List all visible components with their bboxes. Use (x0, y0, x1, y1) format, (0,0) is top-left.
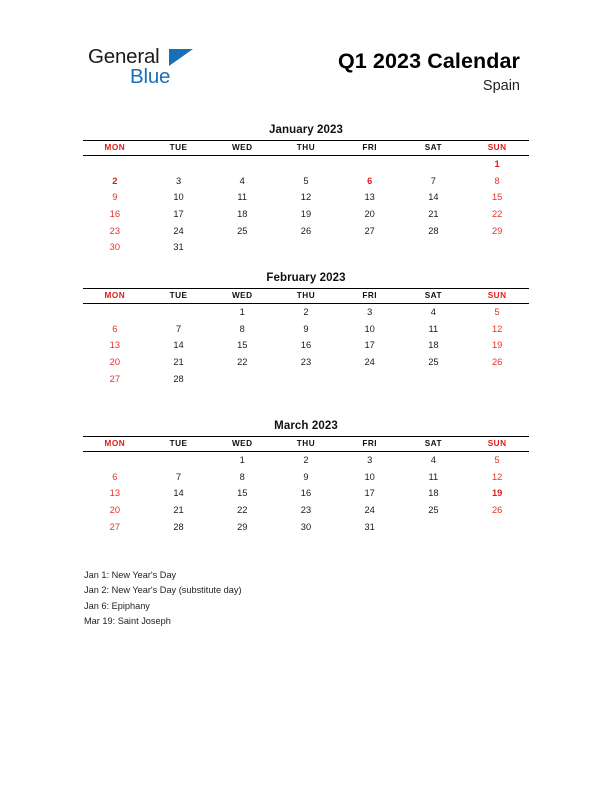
day-cell[interactable]: 11 (428, 323, 439, 334)
day-cell-empty (210, 239, 274, 256)
day-cell[interactable]: 12 (491, 323, 503, 334)
day-cell-empty (402, 156, 466, 173)
day-cell[interactable]: 21 (428, 209, 439, 220)
weekday-header-tue: TUE (147, 141, 211, 156)
day-cell[interactable]: 14 (173, 340, 184, 351)
day-cell-empty (465, 239, 529, 256)
week-row (83, 485, 529, 502)
week-row (83, 239, 529, 256)
month-title: January 2023 (268, 124, 344, 136)
day-cell[interactable]: 20 (109, 357, 121, 368)
day-cell[interactable]: 16 (300, 488, 312, 499)
day-cell[interactable]: 10 (173, 192, 184, 203)
day-cell[interactable]: 14 (428, 192, 439, 203)
day-cell[interactable]: 28 (173, 373, 184, 384)
day-cell[interactable]: 13 (364, 192, 375, 203)
page-subtitle-country: Spain (482, 78, 520, 94)
day-cell[interactable]: 23 (109, 225, 121, 236)
day-cell[interactable]: 1 (239, 307, 245, 318)
day-cell[interactable]: 27 (109, 521, 121, 532)
week-row (83, 502, 529, 519)
day-cell[interactable]: 27 (109, 373, 121, 384)
week-row (83, 222, 529, 239)
day-cell-empty (465, 370, 529, 387)
day-cell[interactable]: 6 (367, 175, 373, 186)
day-cell[interactable]: 12 (491, 471, 503, 482)
day-cell[interactable]: 31 (173, 242, 184, 253)
day-cell[interactable]: 11 (237, 192, 248, 203)
week-row (83, 370, 529, 387)
weekday-header-mon: MON (83, 437, 147, 452)
week-row (83, 156, 529, 173)
weekday-header-wed: WED (210, 141, 274, 156)
day-cell[interactable]: 9 (303, 471, 309, 482)
day-cell[interactable]: 15 (237, 488, 248, 499)
day-cell-empty (83, 304, 147, 321)
day-cell-empty (402, 518, 466, 535)
day-cell[interactable]: 19 (491, 488, 503, 499)
weekday-header-sat: SAT (402, 437, 466, 452)
page-title: Q1 2023 Calendar (337, 49, 520, 73)
day-cell[interactable]: 21 (173, 505, 184, 516)
day-cell[interactable]: 29 (237, 521, 248, 532)
week-row (83, 518, 529, 535)
day-cell[interactable]: 25 (428, 505, 439, 516)
week-row (83, 321, 529, 338)
day-cell-empty (402, 370, 466, 387)
day-cell[interactable]: 19 (491, 340, 503, 351)
day-cell[interactable]: 3 (367, 455, 373, 466)
week-row (83, 173, 529, 190)
day-cell[interactable]: 21 (173, 357, 184, 368)
day-cell[interactable]: 26 (491, 357, 503, 368)
day-cell[interactable]: 8 (239, 323, 245, 334)
day-cell[interactable]: 23 (300, 505, 312, 516)
day-cell[interactable]: 6 (112, 323, 118, 334)
day-cell[interactable]: 6 (112, 471, 118, 482)
day-cell[interactable]: 9 (303, 323, 309, 334)
weekday-header-mon: MON (83, 141, 147, 156)
day-cell[interactable]: 24 (364, 357, 375, 368)
day-cell[interactable]: 30 (109, 242, 121, 253)
day-cell[interactable]: 15 (491, 192, 503, 203)
day-cell[interactable]: 7 (175, 471, 182, 482)
day-cell[interactable]: 2 (303, 455, 309, 466)
month-title: February 2023 (266, 272, 346, 284)
weekday-header-fri: FRI (338, 141, 402, 156)
day-cell[interactable]: 28 (173, 521, 184, 532)
weekday-header-row (83, 141, 529, 156)
week-row (83, 304, 529, 321)
week-row (83, 452, 529, 469)
day-cell[interactable]: 15 (237, 340, 248, 351)
day-cell[interactable]: 13 (109, 340, 121, 351)
day-cell[interactable]: 22 (491, 209, 503, 220)
calendar-table (83, 140, 529, 256)
day-cell-empty (338, 156, 402, 173)
week-row (83, 206, 529, 223)
day-cell[interactable]: 28 (428, 225, 439, 236)
day-cell[interactable]: 9 (112, 192, 118, 203)
weekday-header-row (83, 437, 529, 452)
logo-triangle-icon (169, 49, 193, 66)
day-cell[interactable]: 3 (367, 307, 373, 318)
day-cell-empty (338, 370, 402, 387)
logo-text-blue: Blue (130, 65, 171, 88)
day-cell[interactable]: 26 (491, 505, 503, 516)
day-cell[interactable]: 27 (364, 225, 375, 236)
weekday-header-thu: THU (274, 141, 338, 156)
month-block (83, 124, 529, 256)
day-cell[interactable]: 8 (494, 175, 500, 186)
day-cell[interactable]: 5 (303, 175, 309, 186)
day-cell[interactable]: 18 (428, 340, 439, 351)
day-cell[interactable]: 4 (430, 455, 436, 466)
day-cell-empty (210, 370, 274, 387)
day-cell[interactable]: 25 (237, 225, 248, 236)
month-block (83, 272, 529, 387)
day-cell[interactable]: 7 (175, 323, 182, 334)
month-block (83, 420, 529, 535)
calendar-table (83, 436, 529, 535)
day-cell-empty (402, 239, 466, 256)
day-cell-empty (274, 156, 338, 173)
weekday-header-fri: FRI (338, 289, 402, 304)
weekday-header-sun: SUN (465, 141, 529, 156)
day-cell-empty (274, 239, 338, 256)
day-cell[interactable]: 5 (494, 455, 500, 466)
week-row (83, 337, 529, 354)
weekday-header-wed: WED (210, 437, 274, 452)
day-cell[interactable]: 20 (109, 505, 121, 516)
day-cell[interactable]: 22 (237, 357, 248, 368)
day-cell[interactable]: 7 (430, 175, 436, 186)
day-cell-empty (147, 156, 211, 173)
weekday-header-mon: MON (83, 289, 147, 304)
day-cell-empty (210, 156, 274, 173)
holiday-list (84, 568, 504, 630)
day-cell[interactable]: 19 (300, 209, 312, 220)
day-cell[interactable]: 18 (237, 209, 248, 220)
day-cell[interactable]: 20 (364, 209, 375, 220)
weekday-header-row (83, 289, 529, 304)
calendar-table (83, 288, 529, 387)
day-cell[interactable]: 23 (300, 357, 312, 368)
day-cell[interactable]: 10 (364, 323, 375, 334)
week-row (83, 469, 529, 486)
day-cell[interactable]: 16 (109, 209, 121, 220)
day-cell[interactable]: 17 (364, 340, 375, 351)
holiday-entry: Mar 19: Saint Joseph (84, 616, 171, 627)
weekday-header-wed: WED (210, 289, 274, 304)
day-cell-empty (338, 239, 402, 256)
logo-text-general: General (88, 45, 160, 68)
day-cell[interactable]: 18 (428, 488, 439, 499)
day-cell[interactable]: 2 (303, 307, 309, 318)
day-cell[interactable]: 26 (300, 225, 312, 236)
day-cell[interactable]: 8 (239, 471, 245, 482)
day-cell[interactable]: 5 (494, 307, 500, 318)
day-cell[interactable]: 17 (364, 488, 375, 499)
day-cell[interactable]: 29 (491, 225, 503, 236)
day-cell[interactable]: 10 (364, 471, 375, 482)
weekday-header-tue: TUE (147, 289, 211, 304)
holiday-entry: Jan 6: Epiphany (84, 600, 150, 611)
day-cell[interactable]: 4 (239, 175, 245, 186)
day-cell[interactable]: 2 (112, 175, 118, 186)
weekday-header-tue: TUE (147, 437, 211, 452)
month-title: March 2023 (274, 420, 338, 432)
generalblue-logo (88, 46, 218, 92)
day-cell[interactable]: 1 (239, 455, 245, 466)
weekday-header-thu: THU (274, 289, 338, 304)
day-cell[interactable]: 22 (237, 505, 248, 516)
weekday-header-sun: SUN (465, 289, 529, 304)
holiday-entry: Jan 1: New Year's Day (84, 570, 177, 580)
day-cell[interactable]: 1 (494, 159, 500, 170)
day-cell[interactable]: 25 (428, 357, 439, 368)
weekday-header-sat: SAT (402, 289, 466, 304)
weekday-header-fri: FRI (338, 437, 402, 452)
day-cell[interactable]: 3 (175, 175, 182, 186)
day-cell-empty (274, 370, 338, 387)
day-cell-empty (147, 452, 211, 469)
day-cell[interactable]: 30 (300, 521, 312, 532)
day-cell[interactable]: 16 (300, 340, 312, 351)
day-cell[interactable]: 17 (173, 209, 184, 220)
title-block (338, 48, 520, 96)
day-cell[interactable]: 14 (173, 488, 184, 499)
day-cell-empty (147, 304, 211, 321)
day-cell[interactable]: 11 (428, 471, 439, 482)
day-cell[interactable]: 12 (300, 192, 312, 203)
weekday-header-sat: SAT (402, 141, 466, 156)
week-row (83, 189, 529, 206)
week-row (83, 354, 529, 371)
day-cell-empty (465, 518, 529, 535)
day-cell[interactable]: 24 (364, 505, 375, 516)
weekday-header-sun: SUN (465, 437, 529, 452)
day-cell[interactable]: 4 (430, 307, 436, 318)
page-header (0, 0, 612, 110)
day-cell-empty (83, 156, 147, 173)
day-cell[interactable]: 24 (173, 225, 184, 236)
day-cell-empty (83, 452, 147, 469)
weekday-header-thu: THU (274, 437, 338, 452)
day-cell[interactable]: 31 (364, 521, 375, 532)
day-cell[interactable]: 13 (109, 488, 121, 499)
holiday-entry: Jan 2: New Year's Day (substitute day) (84, 585, 242, 596)
